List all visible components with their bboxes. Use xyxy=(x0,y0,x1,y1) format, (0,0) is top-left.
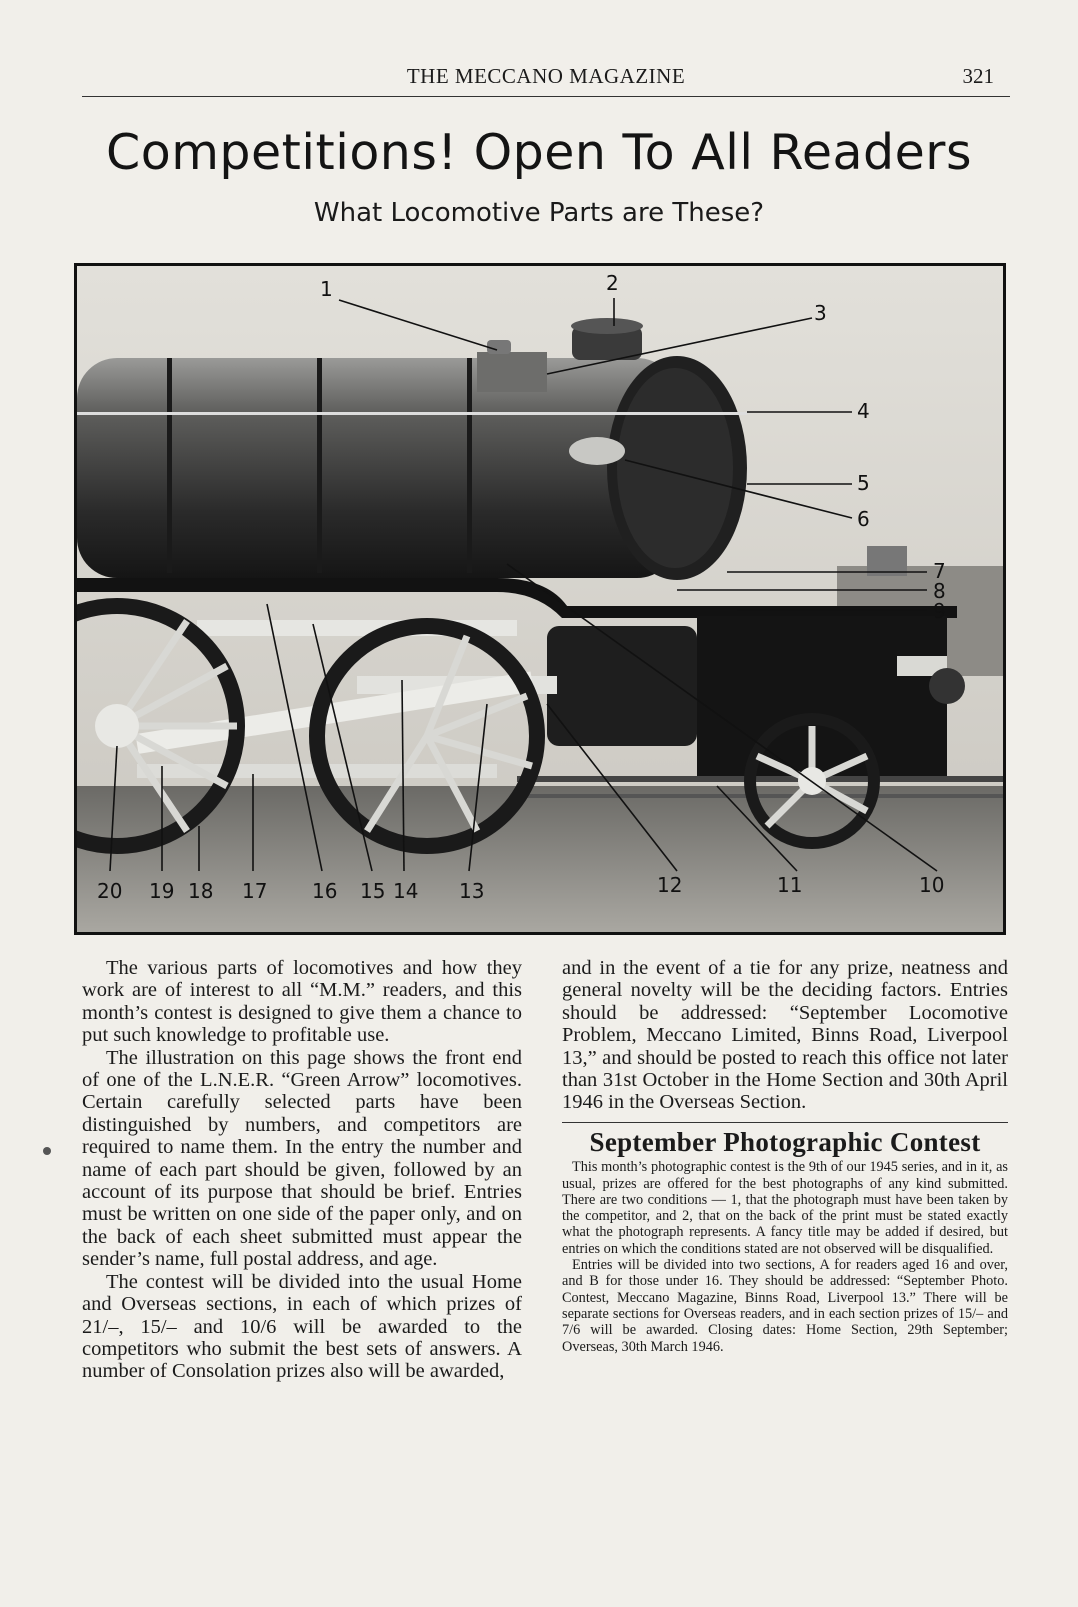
part-label-3: 3 xyxy=(814,301,827,325)
page-subtitle: What Locomotive Parts are These? xyxy=(313,198,765,228)
left-column xyxy=(82,957,522,1383)
part-label-14: 14 xyxy=(393,879,419,903)
photo-contest-text xyxy=(562,1159,1008,1355)
part-label-13: 13 xyxy=(459,879,485,903)
left-paragraph-3: The contest will be divided into the usual Home and Overseas sections, in each of which prizes of 21/–, 15/– and 10/6 will be awarded to the competitors who submit the best sets of answers. A number of Consolation prizes also will be awarded, xyxy=(82,1270,522,1383)
magazine-title: THE MECCANO MAGAZINE xyxy=(406,64,686,88)
part-label-16: 16 xyxy=(312,879,338,903)
left-paragraph-1: The various parts of locomotives and how they work are of interest to all “M.M.” readers, and this month’s contest is designed to give them a chance to put such knowledge to profitable use. xyxy=(82,957,522,1047)
page-title: Competitions! Open To All Readers xyxy=(106,124,972,181)
locomotive-illustration xyxy=(77,266,1003,932)
part-label-18: 18 xyxy=(188,879,214,903)
part-label-17: 17 xyxy=(242,879,268,903)
page-number: 321 xyxy=(962,64,994,88)
part-label-12: 12 xyxy=(657,873,683,897)
section-heading: September Photographic Contest xyxy=(589,1126,981,1157)
part-label-1: 1 xyxy=(320,277,333,301)
right-column xyxy=(562,957,1008,1355)
part-label-2: 2 xyxy=(606,271,619,295)
part-label-15: 15 xyxy=(360,879,386,903)
part-label-19: 19 xyxy=(149,879,175,903)
part-label-5: 5 xyxy=(857,471,870,495)
part-label-20: 20 xyxy=(97,879,123,903)
margin-dot xyxy=(43,1147,51,1155)
section-divider xyxy=(562,1122,1008,1123)
part-label-10: 10 xyxy=(919,873,945,897)
right-paragraph-1: and in the event of a tie for any prize, neatness and general novelty will be the deciding factors. Entries should be addressed: “September Locomotive Problem, Meccano Limited, Binns Road, Liverpool 13,” and should be posted to reach this office not later than 31st October in the Home Section and 30th April 1946 in the Overseas Section. xyxy=(562,957,1008,1114)
part-label-4: 4 xyxy=(857,399,870,423)
page-header xyxy=(82,60,1010,97)
photo-contest-paragraph-1: This month’s photographic contest is the 9th of our 1945 series, and in it, as usual, prizes are offered for the best photographs of any kind submitted. There are two conditions — 1, that the photograph must have been taken by the competitor, and 2, that on the back of the print must be stated exactly what the photograph represents. A fancy title may be added if desired, but entries on which the conditions stated are not observed will be disqualified. xyxy=(562,1159,1008,1257)
left-paragraph-2: The illustration on this page shows the front end of one of the L.N.E.R. “Green Arrow” locomotives. Certain carefully selected parts have been distinguished by numbers, and competitors are required to name them. In the entry the number and name of each part should be given, followed by an account of its purpose that should be brief. Entries must be written on one side of the paper only, and on the back of each sheet submitted must appear the sender’s name, full postal address, and age. xyxy=(82,1046,522,1271)
part-label-9: 9 xyxy=(933,599,946,623)
part-label-8: 8 xyxy=(933,579,946,603)
part-label-7: 7 xyxy=(933,559,946,583)
locomotive-photo xyxy=(74,263,1006,935)
part-label-6: 6 xyxy=(857,507,870,531)
part-label-11: 11 xyxy=(777,873,803,897)
photo-contest-paragraph-2: Entries will be divided into two sections, A for readers aged 16 and over, and B for those under 16. They should be addressed: “September Photo. Contest, Meccano Magazine, Binns Road, Liverpool 13.” There will be separate sections for Overseas readers, and in each section prizes of 15/– and 7/6 will be awarded. Closing dates: Home Section, 29th September; Overseas, 30th March 1946. xyxy=(562,1257,1008,1355)
